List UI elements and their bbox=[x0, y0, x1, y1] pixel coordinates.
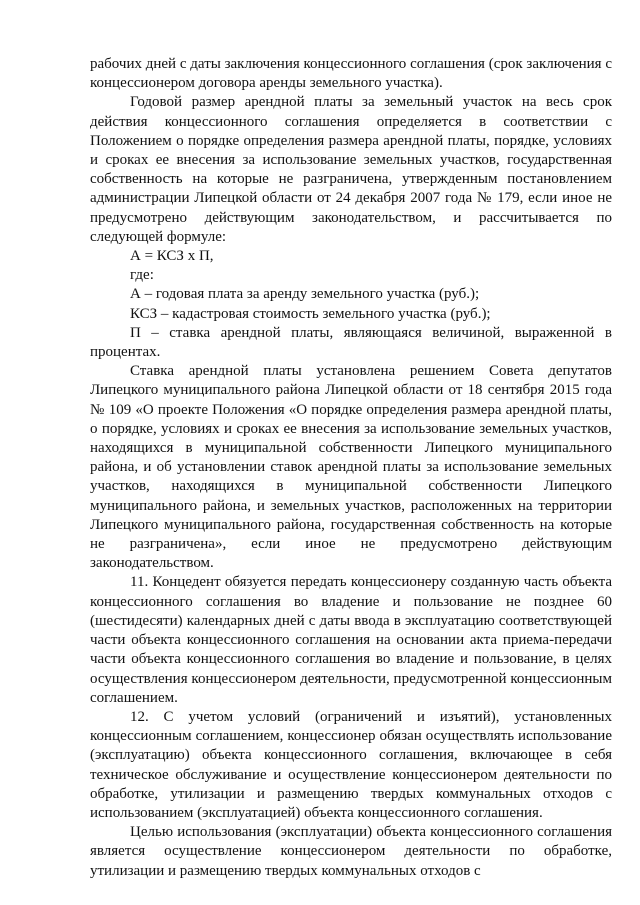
formula-line: А = КСЗ х П, bbox=[130, 248, 214, 265]
formula-definition-p: П – ставка арендной платы, являющаяся величиной, выраженной в процентах. bbox=[90, 324, 612, 361]
document-page bbox=[90, 55, 612, 881]
paragraph-annual-rent: Годовой размер арендной платы за земельный участок на весь срок действия концессионного соглашения определяется в соответствии с Положением о порядке определения размера арендной платы, порядке, условиях и сроках ее внесения за использование земельных участков, государственная собственность на которые не разграничена, утвержденным постановлением администрации Липецкой области от 24 декабря 2007 года № 179, если иное не предусмотрено действующим законодательством, и рассчитывается по следующей формуле: bbox=[90, 94, 612, 245]
paragraph-clause-11: 11. Концедент обязуется передать концессионеру созданную часть объекта концессионного соглашения во владение и пользование не позднее 60 (шестидесяти) календарных дней с даты ввода в эксплуатацию соответствующей части объекта концессионного соглашения на основании акта приема-передачи части объекта концессионного соглашения во владение и пользование, в целях осуществления концессионером деятельности, предусмотренной концессионным соглашением. bbox=[90, 574, 612, 706]
paragraph-purpose: Целью использования (эксплуатации) объекта концессионного соглашения является осуществление концессионером деятельности по обработке, утилизации и размещению твердых коммунальных отходов с bbox=[90, 824, 612, 879]
paragraph-clause-12: 12. С учетом условий (ограничений и изъятий), установленных концессионным соглашением, концессионер обязан осуществлять использование (эксплуатацию) объекта концессионного соглашения, включающее в себя техническое обслуживание и осуществление концессионером деятельности по обработке, утилизации и размещению твердых коммунальных отходов с использованием (эксплуатацией) объекта концессионного соглашения. bbox=[90, 708, 612, 821]
paragraph-rent-rate: Ставка арендной платы установлена решением Совета депутатов Липецкого муниципального района Липецкой области от 18 сентября 2015 года № 109 «О проекте Положения «О порядке определения размера арендной платы, о порядке, условиях и сроках ее внесения за использование земельных участков, находящихся в муниципальной собственности Липецкого муниципального района, и об установлении ставок арендной платы за использование земельных участков, находящихся в муниципальной собственности Липецкого муниципального района, и земельных участков, расположенных на территории Липецкого муниципального района, государственная собственность на которые не разграничена», если иное не предусмотрено действующим законодательством. bbox=[90, 363, 612, 572]
paragraph-lease-term-end: рабочих дней с даты заключения концессионного соглашения (срок заключения с концессионером договора аренды земельного участка). bbox=[90, 56, 612, 92]
formula-where: где: bbox=[130, 267, 154, 284]
formula-definition-ksz: КСЗ – кадастровая стоимость земельного участка (руб.); bbox=[130, 305, 491, 322]
formula-definition-a: А – годовая плата за аренду земельного участка (руб.); bbox=[130, 286, 480, 303]
